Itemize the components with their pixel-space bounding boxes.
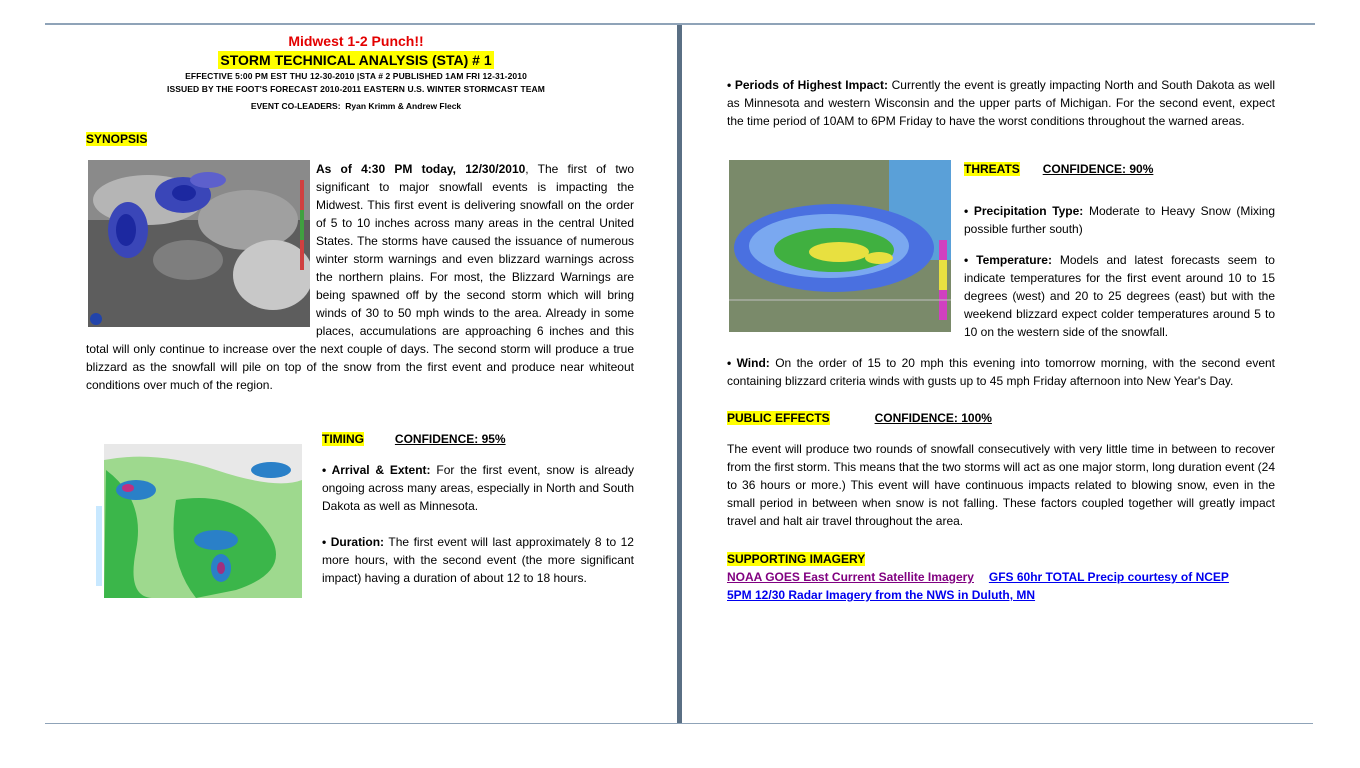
- precip-paragraph: [727, 202, 1275, 238]
- radar-image-spacer: [727, 251, 964, 349]
- temperature-paragraph: [727, 251, 1275, 341]
- right-column: [727, 76, 1276, 602]
- header-effective-line: EFFECTIVE 5:00 PM EST THU 12-30-2010 |STA # 2 PUBLISHED 1AM FRI 12-31-2010: [185, 71, 527, 81]
- event-co-leaders: [78, 100, 634, 113]
- co-leaders-names: Ryan Krimm & Andrew Fleck: [345, 101, 462, 111]
- document-title: STORM TECHNICAL ANALYSIS (STA) # 1: [220, 52, 492, 68]
- synopsis-heading: SYNOPSIS: [86, 132, 148, 146]
- wind-label: • Wind:: [727, 356, 770, 370]
- wind-text: On the order of 15 to 20 mph this evening into tomorrow morning, with the second event containing blizzard criteria winds with gusts up to 45 mph Friday afternoon into New Year's Day.: [727, 356, 1276, 388]
- document-header: [78, 32, 634, 113]
- threats-confidence: CONFIDENCE: 90%: [1042, 162, 1154, 176]
- supporting-imagery-heading: SUPPORTING IMAGERY: [727, 552, 866, 566]
- synopsis-lead: As of 4:30 PM today, 12/30/2010: [316, 162, 526, 176]
- public-effects-confidence: CONFIDENCE: 100%: [874, 411, 992, 425]
- left-column: [86, 32, 634, 585]
- duration-text: The first event will last approximately 8 to 12 more hours, with the second event (the more significant impact) having a duration of about 12 to 18 hours.: [322, 535, 634, 585]
- synopsis-text: , The first of two significant to major snowfall events is impacting the Midwest. This first event is delivering snowfall on the order of 5 to 10 inches across many areas in the central United States. The storms have caused the issuance of numerous winter storm warnings and even blizzard warnings across the northern plains. For most, the Blizzard Warnings are being spawned off by the second storm which will bring winds of 30 to 50 mph winds to the area. Already in some places, accumulations are approaching 6 inches and this total will only continue to increase over the next couple of days. The second storm will produce a true blizzard as the snowfall will pile on top of the snow from the first event and produce near whiteout conditions over much of the region.: [86, 162, 634, 392]
- wind-paragraph: [727, 354, 1275, 390]
- public-effects-heading: PUBLIC EFFECTS: [727, 411, 830, 425]
- gfs-precip-link[interactable]: GFS 60hr TOTAL Precip courtesy of NCEP: [988, 570, 1229, 584]
- precip-forecast-image: [96, 440, 302, 598]
- bottom-rule: [45, 723, 1313, 724]
- synopsis-image-spacer: [86, 160, 316, 340]
- goes-satellite-link[interactable]: NOAA GOES East Current Satellite Imagery: [727, 570, 974, 584]
- header-issued-line: ISSUED BY THE FOOT'S FORECAST 2010-2011 EASTERN U.S. WINTER STORMCAST TEAM: [167, 84, 545, 94]
- header-kicker: Midwest 1-2 Punch!!: [288, 33, 424, 49]
- public-effects-paragraph: The event will produce two rounds of snowfall consecutively with very little time in between to recover from the first storm. This means that the two storms will act as one major storm, long duration event (24 to 36 hours or more.) This event will have continuous impacts related to blowing snow, even in the small period in between when snow is not falling. These factors coupled together will greatly impact travel and halt air travel throughout the area.: [727, 442, 1275, 528]
- arrival-label: • Arrival & Extent:: [322, 463, 431, 477]
- temperature-label: • Temperature:: [964, 253, 1052, 267]
- periods-label: • Periods of Highest Impact:: [727, 78, 888, 92]
- timing-block: [322, 430, 634, 587]
- periods-paragraph: [727, 76, 1275, 130]
- timing-confidence: CONFIDENCE: 95%: [394, 432, 506, 446]
- timing-heading: TIMING: [322, 432, 364, 446]
- co-leaders-label: EVENT CO-LEADERS:: [250, 101, 341, 111]
- duluth-radar-link[interactable]: 5PM 12/30 Radar Imagery from the NWS in Duluth, MN: [727, 588, 1036, 602]
- periods-text: Currently the event is greatly impacting North and South Dakota as well as Minnesota and western Wisconsin and the upper parts of Michigan. For the second event, expect the time period of 10AM to 6PM Friday to have the worst conditions throughout the warned areas.: [727, 78, 1275, 128]
- duration-label: • Duration:: [322, 535, 385, 549]
- arrival-paragraph: [322, 461, 634, 515]
- precip-text: Moderate to Heavy Snow (Mixing possible further south): [964, 204, 1275, 236]
- arrival-text: For the first event, snow is already ongoing across many areas, especially in North and South Dakota as well as Minnesota.: [322, 463, 634, 513]
- precip-label: • Precipitation Type:: [964, 204, 1084, 218]
- synopsis-paragraph: [86, 160, 634, 394]
- threats-heading: THREATS: [964, 162, 1020, 176]
- temperature-text: Models and latest forecasts seem to indicate temperatures for the first event around 10 to 15 degrees (west) and 20 to 25 degrees (east) but with the weekend blizzard expect colder temperatures around 5 to 10 on the western side of the snowfall.: [964, 253, 1275, 339]
- duration-paragraph: [322, 533, 634, 587]
- page-divider: [677, 25, 682, 723]
